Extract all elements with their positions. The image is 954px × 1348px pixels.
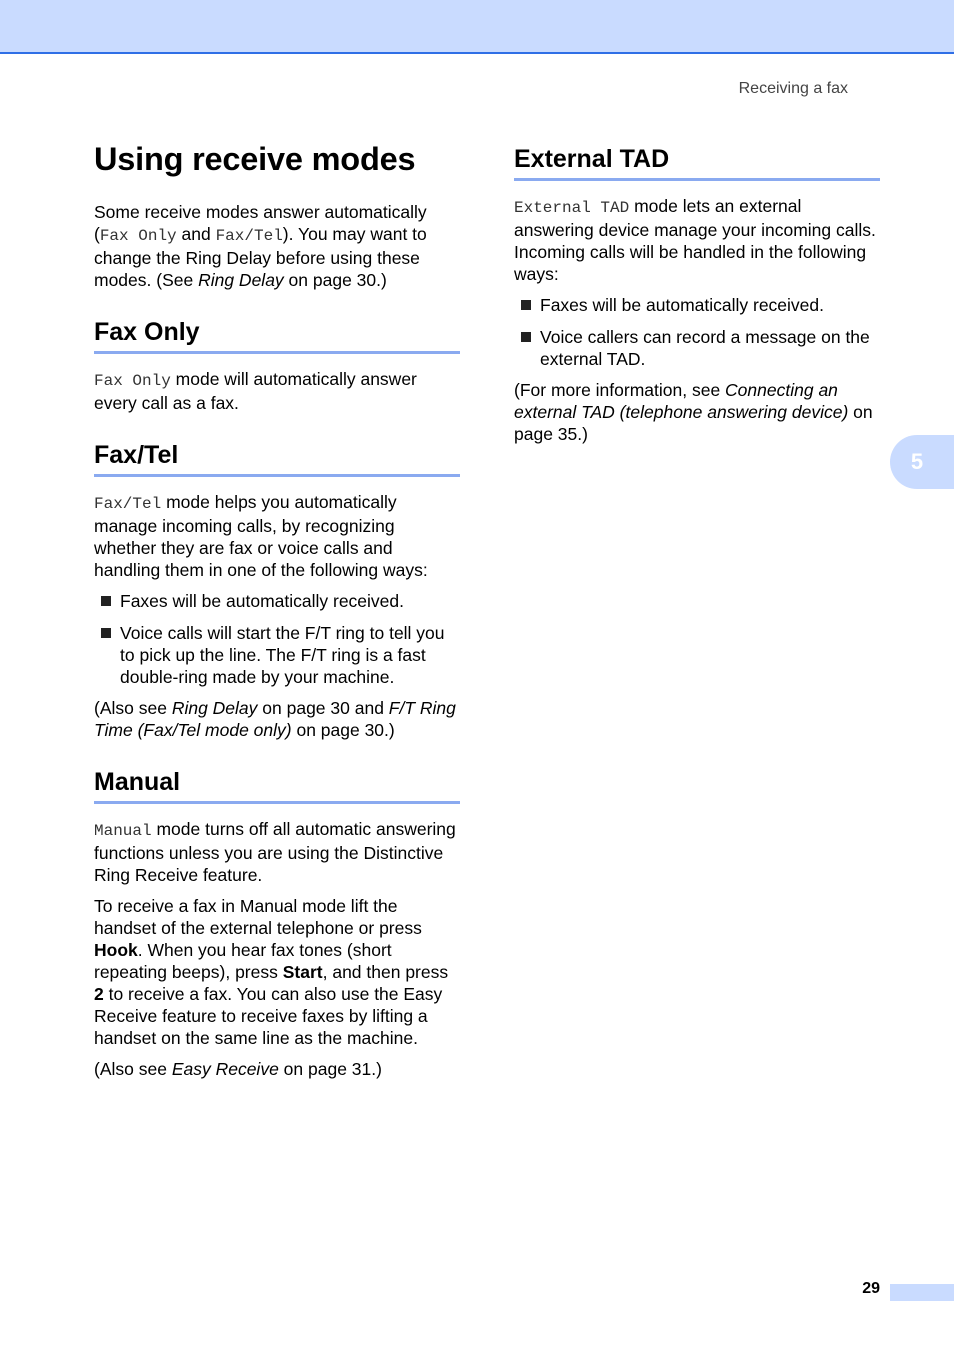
top-header-band bbox=[0, 0, 954, 54]
list-item: Voice callers can record a message on the external TAD. bbox=[514, 326, 880, 370]
section-heading-fax-tel: Fax/Tel bbox=[94, 440, 460, 477]
fax-only-paragraph: Fax Only mode will automatically answer every call as a fax. bbox=[94, 369, 417, 413]
bullet-square-icon bbox=[101, 628, 111, 638]
page-number: 29 bbox=[862, 1280, 880, 1297]
chapter-number: 5 bbox=[910, 449, 924, 474]
intro-paragraph: Some receive modes answer automatically (Fax Only and Fax/Tel). You may want to change the Ring Delay before using these modes. (See Ring Delay on page 30.) bbox=[94, 202, 427, 290]
list-item: Faxes will be automatically received. bbox=[94, 590, 460, 612]
external-tad-more-info: (For more information, see Connecting an external TAD (telephone answering device) on page 35.) bbox=[514, 380, 873, 444]
chapter-tab bbox=[890, 435, 954, 489]
manual-instructions: To receive a fax in Manual mode lift the handset of the external telephone or press Hook. When you hear fax tones (short repeating beeps), press Start, and then press 2 to receive a fax. You can also use the Easy Receive feature to receive faxes by lifting a handset on the same line as the machine. bbox=[94, 896, 449, 1048]
right-column bbox=[514, 140, 880, 445]
list-item: Voice calls will start the F/T ring to tell you to pick up the line. The F/T ring is a fast double-ring made by your machine. bbox=[94, 622, 460, 688]
manual-also-see: (Also see Easy Receive on page 31.) bbox=[94, 1059, 382, 1079]
external-tad-paragraph: External TAD mode lets an external answering device manage your incoming calls. Incoming calls will be handled in the following ways: bbox=[514, 196, 876, 284]
list-item: Faxes will be automatically received. bbox=[514, 294, 880, 316]
fax-tel-paragraph: Fax/Tel mode helps you automatically manage incoming calls, by recognizing whether they are fax or voice calls and handling them in one of the following ways: bbox=[94, 492, 428, 580]
section-heading-manual: Manual bbox=[94, 767, 460, 804]
running-header: Receiving a fax bbox=[738, 80, 848, 97]
section-heading-external-tad: External TAD bbox=[514, 144, 880, 181]
manual-paragraph: Manual mode turns off all automatic answering functions unless you are using the Distinctive Ring Receive feature. bbox=[94, 819, 456, 885]
bullet-square-icon bbox=[521, 300, 531, 310]
section-heading-fax-only: Fax Only bbox=[94, 317, 460, 354]
fax-tel-also-see: (Also see Ring Delay on page 30 and F/T Ring Time (Fax/Tel mode only) on page 30.) bbox=[94, 698, 456, 740]
left-column bbox=[94, 140, 460, 1080]
fax-tel-bullet-list bbox=[94, 590, 460, 688]
external-tad-bullet-list bbox=[514, 294, 880, 370]
page-title: Using receive modes bbox=[94, 141, 416, 177]
page-number-bar bbox=[890, 1284, 954, 1301]
bullet-square-icon bbox=[101, 596, 111, 606]
bullet-square-icon bbox=[521, 332, 531, 342]
